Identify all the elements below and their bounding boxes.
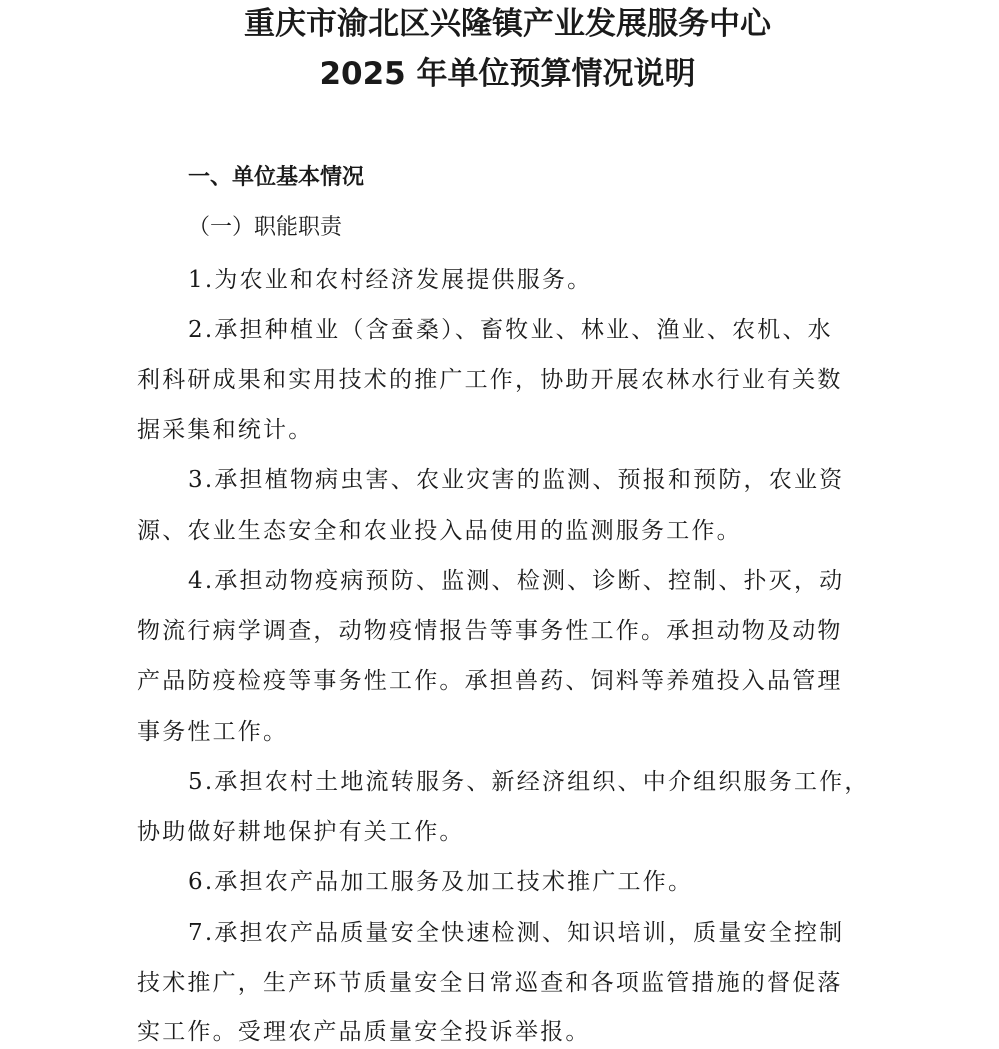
body-line: 协助做好耕地保护有关工作。 — [137, 819, 465, 845]
body-line: 7.承担农产品质量安全快速检测、知识培训，质量安全控制 — [188, 920, 845, 946]
body-line: 利科研成果和实用技术的推广工作，协助开展农林水行业有关数 — [137, 367, 843, 393]
body-line: 3.承担植物病虫害、农业灾害的监测、预报和预防，农业资 — [188, 467, 845, 493]
body-line: 1.为农业和农村经济发展提供服务。 — [188, 267, 593, 293]
body-line: 技术推广，生产环节质量安全日常巡查和各项监管措施的督促落 — [137, 970, 843, 996]
body-line: 源、农业生态安全和农业投入品使用的监测服务工作。 — [137, 518, 742, 544]
body-line: 事务性工作。 — [137, 719, 289, 745]
subsection-heading: （一）职能职责 — [188, 215, 343, 240]
body-line: 6.承担农产品加工服务及加工技术推广工作。 — [188, 869, 694, 895]
section-heading: 一、单位基本情况 — [188, 165, 365, 190]
body-line: 产品防疫检疫等事务性工作。承担兽药、饲料等养殖投入品管理 — [137, 668, 843, 694]
document-title-line-2: 2025 年单位预算情况说明 — [319, 56, 696, 92]
document-title-line-1: 重庆市渝北区兴隆镇产业发展服务中心 — [244, 6, 771, 42]
body-line: 4.承担动物疫病预防、监测、检测、诊断、控制、扑灭，动 — [188, 568, 845, 594]
body-line: 物流行病学调查，动物疫情报告等事务性工作。承担动物及动物 — [137, 618, 843, 644]
body-line: 5.承担农村土地流转服务、新经济组织、中介组织服务工作， — [188, 769, 870, 795]
body-line: 实工作。受理农产品质量安全投诉举报。 — [137, 1019, 591, 1045]
body-line: 2.承担种植业（含蚕桑）、畜牧业、林业、渔业、农机、水 — [188, 317, 833, 343]
body-line: 据采集和统计。 — [137, 417, 314, 443]
